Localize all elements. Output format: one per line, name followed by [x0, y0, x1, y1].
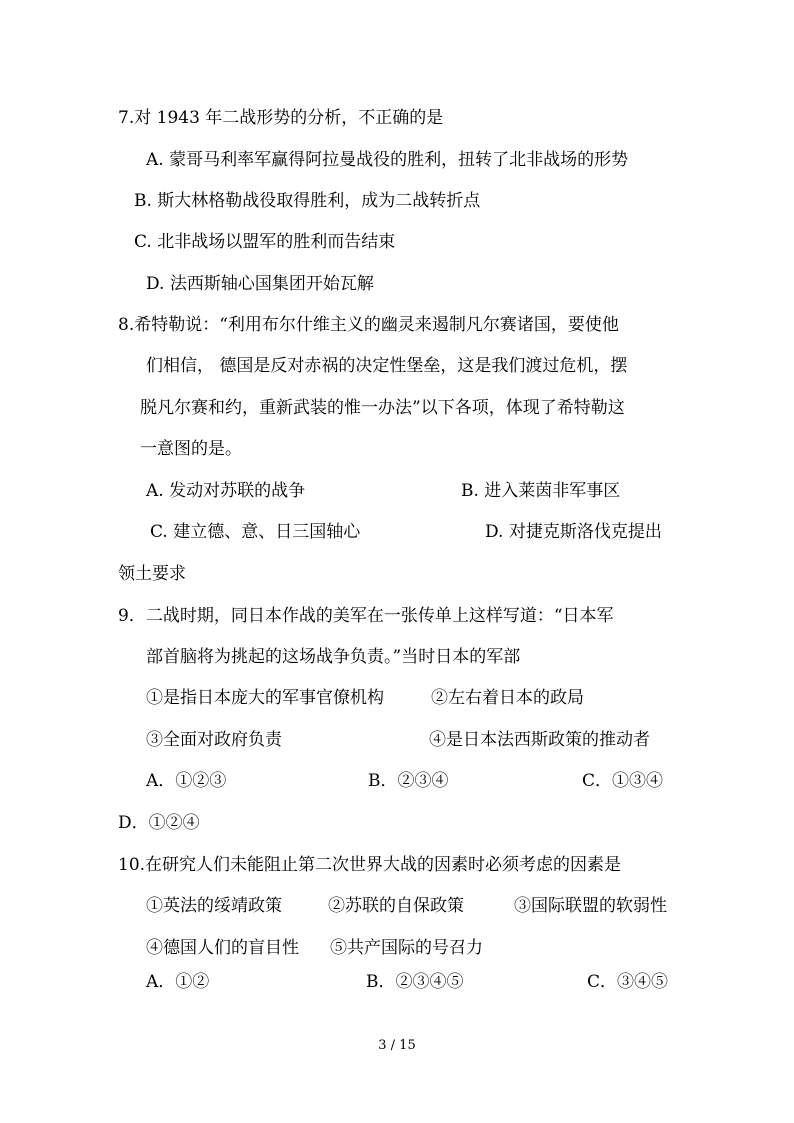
q9-option-c: C．①③④: [582, 771, 664, 791]
q8-option-d-continued: 领土要求: [118, 564, 186, 584]
q9-stem-line-1: 9．二战时期，同日本作战的美军在一张传单上这样写道：“日本军: [118, 606, 614, 626]
q9-item-3: ③全面对政府负责: [146, 730, 282, 750]
q8-option-b: B. 进入莱茵非军事区: [461, 481, 621, 501]
q10-item-4: ④德国人们的盲目性: [146, 938, 299, 958]
q10-option-c: C．③④⑤: [587, 972, 669, 992]
q8-stem-line-3: 脱凡尔赛和约，重新武装的惟一办法”以下各项，体现了希特勒这: [140, 398, 625, 418]
q9-item-2: ②左右着日本的政局: [431, 688, 584, 708]
q10-stem: 10.在研究人们未能阻止第二次世界大战的因素时必须考虑的因素是: [118, 855, 622, 875]
q9-item-4: ④是日本法西斯政策的推动者: [429, 730, 650, 750]
q9-item-1: ①是指日本庞大的军事官僚机构: [146, 688, 384, 708]
q8-stem-line-4: 一意图的是。: [140, 439, 242, 459]
page-number: 3 / 15: [378, 1038, 416, 1053]
q9-option-a: A．①②③: [146, 771, 227, 791]
q8-option-d: D. 对捷克斯洛伐克提出: [485, 522, 662, 542]
q8-option-c: C. 建立德、意、日三国轴心: [150, 522, 361, 542]
q7-option-d: D. 法西斯轴心国集团开始瓦解: [146, 274, 374, 294]
q9-option-b: B．②③④: [368, 771, 449, 791]
q10-option-b: B．②③④⑤: [366, 972, 464, 992]
q9-stem-line-2: 部首脑将为挑起的这场战争负责。”当时日本的军部: [146, 647, 521, 667]
q7-option-c: C. 北非战场以盟军的胜利而告结束: [134, 232, 396, 252]
q10-option-a: A．①②: [146, 972, 210, 992]
q10-item-5: ⑤共产国际的号召力: [330, 938, 483, 958]
q8-stem-line-2: 们相信， 德国是反对赤祸的决定性堡垒，这是我们渡过危机，摆: [146, 356, 628, 376]
q8-option-a: A. 发动对苏联的战争: [146, 481, 306, 501]
q10-item-1: ①英法的绥靖政策: [146, 896, 282, 916]
q7-stem: 7.对 1943 年二战形势的分析，不正确的是: [118, 108, 444, 128]
q9-option-d: D．①②④: [118, 813, 200, 833]
q8-stem-line-1: 8.希特勒说：“利用布尔什维主义的幽灵来遏制凡尔赛诸国，要使他: [118, 315, 619, 335]
q10-item-3: ③国际联盟的软弱性: [514, 896, 667, 916]
q10-item-2: ②苏联的自保政策: [328, 896, 464, 916]
q7-option-a: A. 蒙哥马利率军赢得阿拉曼战役的胜利，扭转了北非战场的形势: [146, 150, 629, 170]
q7-option-b: B. 斯大林格勒战役取得胜利，成为二战转折点: [134, 191, 481, 211]
